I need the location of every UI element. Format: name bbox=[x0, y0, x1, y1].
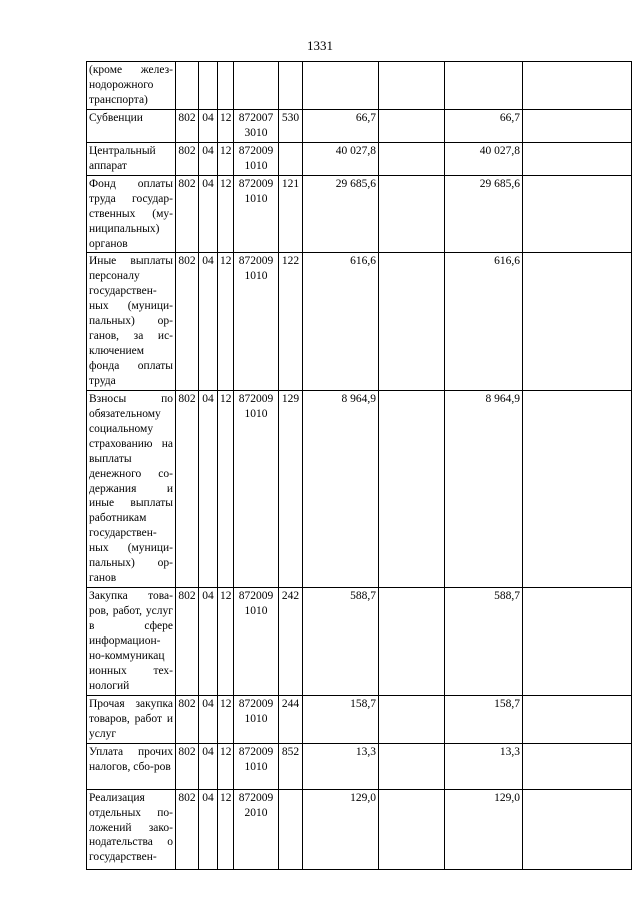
target-article-cell bbox=[234, 253, 279, 390]
amount-cell bbox=[379, 110, 445, 143]
ministry-code-cell: 802 bbox=[176, 110, 199, 143]
target-article-part: 872007 bbox=[238, 112, 274, 124]
target-article-part: 872009 bbox=[238, 791, 274, 804]
expense-type-cell: 242 bbox=[279, 588, 303, 696]
item-name-cell: Иные выплаты персоналу государствен-ных (муници-пальных) ор-ганов, за ис-ключением фонда оплаты труда bbox=[87, 253, 176, 390]
target-article-part: 1010 bbox=[244, 192, 268, 205]
section-code-cell: 04 bbox=[199, 175, 218, 253]
amount-cell: 13,3 bbox=[303, 743, 379, 789]
target-article-part: 1010 bbox=[244, 712, 268, 725]
budget-table bbox=[86, 61, 632, 870]
section-code-cell: 04 bbox=[199, 110, 218, 143]
item-name-cell: Фонд оплаты труда государ-ственных (му-ниципальных) органов bbox=[87, 175, 176, 253]
ministry-code-cell: 802 bbox=[176, 588, 199, 696]
subsection-code-cell: 12 bbox=[218, 142, 234, 175]
expense-type-cell: 244 bbox=[279, 695, 303, 743]
amount-cell: 616,6 bbox=[303, 253, 379, 390]
table-row bbox=[87, 175, 632, 253]
target-article-part: 1010 bbox=[244, 407, 268, 420]
ministry-code-cell: 802 bbox=[176, 390, 199, 587]
subsection-code-cell: 12 bbox=[218, 390, 234, 587]
table-row bbox=[87, 253, 632, 390]
amount-cell bbox=[523, 743, 632, 789]
amount-cell bbox=[445, 62, 523, 110]
target-article-part: 2010 bbox=[244, 806, 268, 819]
target-article-cell bbox=[234, 390, 279, 587]
amount-cell: 616,6 bbox=[445, 253, 523, 390]
subsection-code-cell bbox=[218, 62, 234, 110]
page-number: 1331 bbox=[307, 38, 333, 53]
amount-cell bbox=[379, 62, 445, 110]
item-name-cell: Уплата прочих налогов, сбо-ров bbox=[87, 743, 176, 789]
amount-cell: 13,3 bbox=[445, 743, 523, 789]
amount-cell bbox=[523, 62, 632, 110]
amount-cell: 66,7 bbox=[303, 110, 379, 143]
expense-type-cell: 121 bbox=[279, 175, 303, 253]
ministry-code-cell bbox=[176, 62, 199, 110]
expense-type-cell: 129 bbox=[279, 390, 303, 587]
target-article-cell bbox=[234, 789, 279, 869]
target-article-part: 1010 bbox=[244, 760, 268, 773]
amount-cell: 29 685,6 bbox=[445, 175, 523, 253]
subsection-code-cell: 12 bbox=[218, 743, 234, 789]
item-name-cell: Закупка това-ров, работ, услуг в сфере информацион-но-коммуникац ионных тех-нологий bbox=[87, 588, 176, 696]
table-row bbox=[87, 789, 632, 869]
ministry-code-cell: 802 bbox=[176, 142, 199, 175]
amount-cell bbox=[523, 789, 632, 869]
amount-cell: 40 027,8 bbox=[445, 142, 523, 175]
amount-cell: 129,0 bbox=[445, 789, 523, 869]
target-article-part: 872009 bbox=[238, 144, 274, 157]
item-name-cell: Взносы по обязательному социальному страхованию на выплаты денежного со-держания и иные выплаты работникам государствен-ных (муници-пальных) ор-ганов bbox=[87, 390, 176, 587]
amount-cell bbox=[523, 110, 632, 143]
amount-cell bbox=[379, 175, 445, 253]
item-name-cell: Центральный аппарат bbox=[87, 142, 176, 175]
section-code-cell: 04 bbox=[199, 588, 218, 696]
amount-cell bbox=[379, 743, 445, 789]
table-row bbox=[87, 743, 632, 789]
target-article-part: 3010 bbox=[244, 126, 268, 139]
budget-table-body bbox=[87, 62, 632, 870]
subsection-code-cell: 12 bbox=[218, 253, 234, 390]
amount-cell bbox=[379, 142, 445, 175]
subsection-code-cell: 12 bbox=[218, 695, 234, 743]
target-article-cell bbox=[234, 142, 279, 175]
target-article-cell bbox=[234, 743, 279, 789]
target-article-part: 872009 bbox=[238, 392, 274, 405]
amount-cell: 129,0 bbox=[303, 789, 379, 869]
expense-type-cell: 530 bbox=[279, 110, 303, 143]
ministry-code-cell: 802 bbox=[176, 789, 199, 869]
target-article-part: 872009 bbox=[238, 177, 274, 190]
subsection-code-cell: 12 bbox=[218, 588, 234, 696]
section-code-cell: 04 bbox=[199, 253, 218, 390]
ministry-code-cell: 802 bbox=[176, 253, 199, 390]
amount-cell bbox=[523, 695, 632, 743]
amount-cell: 66,7 bbox=[445, 110, 523, 143]
amount-cell bbox=[379, 789, 445, 869]
target-article-cell bbox=[234, 695, 279, 743]
amount-cell bbox=[379, 588, 445, 696]
expense-type-cell bbox=[279, 62, 303, 110]
amount-cell bbox=[523, 142, 632, 175]
target-article-cell bbox=[234, 588, 279, 696]
amount-cell bbox=[523, 390, 632, 587]
amount-cell: 29 685,6 bbox=[303, 175, 379, 253]
target-article-part: 1010 bbox=[244, 605, 268, 617]
target-article-part: 1010 bbox=[244, 159, 268, 172]
target-article-cell bbox=[234, 175, 279, 253]
amount-cell: 158,7 bbox=[303, 695, 379, 743]
amount-cell bbox=[523, 588, 632, 696]
subsection-code-cell: 12 bbox=[218, 789, 234, 869]
amount-cell bbox=[379, 695, 445, 743]
amount-cell bbox=[523, 253, 632, 390]
target-article-part: 1010 bbox=[244, 270, 268, 283]
ministry-code-cell: 802 bbox=[176, 743, 199, 789]
table-row bbox=[87, 62, 632, 110]
expense-type-cell bbox=[279, 789, 303, 869]
target-article-cell bbox=[234, 62, 279, 110]
target-article-part: 872009 bbox=[238, 590, 274, 603]
amount-cell: 158,7 bbox=[445, 695, 523, 743]
target-article-part: 872009 bbox=[238, 697, 274, 710]
item-name-cell: (кроме желез-нодорожного транспорта) bbox=[87, 62, 176, 110]
amount-cell bbox=[523, 175, 632, 253]
subsection-code-cell: 12 bbox=[218, 110, 234, 143]
section-code-cell bbox=[199, 62, 218, 110]
amount-cell: 588,7 bbox=[303, 588, 379, 696]
target-article-part: 872009 bbox=[238, 745, 274, 758]
section-code-cell: 04 bbox=[199, 390, 218, 587]
expense-type-cell: 122 bbox=[279, 253, 303, 390]
item-name-cell: Реализация отдельных по-ложений зако-нодательства о государствен- bbox=[87, 789, 176, 869]
expense-type-cell: 852 bbox=[279, 743, 303, 789]
table-row bbox=[87, 110, 632, 143]
table-row bbox=[87, 695, 632, 743]
amount-cell bbox=[303, 62, 379, 110]
expense-type-cell bbox=[279, 142, 303, 175]
section-code-cell: 04 bbox=[199, 142, 218, 175]
section-code-cell: 04 bbox=[199, 789, 218, 869]
amount-cell: 8 964,9 bbox=[445, 390, 523, 587]
ministry-code-cell: 802 bbox=[176, 695, 199, 743]
target-article-part: 872009 bbox=[238, 255, 274, 268]
target-article-cell bbox=[234, 110, 279, 143]
table-row bbox=[87, 588, 632, 696]
table-row bbox=[87, 390, 632, 587]
amount-cell bbox=[379, 253, 445, 390]
subsection-code-cell: 12 bbox=[218, 175, 234, 253]
section-code-cell: 04 bbox=[199, 743, 218, 789]
amount-cell: 40 027,8 bbox=[303, 142, 379, 175]
ministry-code-cell: 802 bbox=[176, 175, 199, 253]
item-name-cell: Субвенции bbox=[87, 110, 176, 143]
amount-cell bbox=[379, 390, 445, 587]
amount-cell: 8 964,9 bbox=[303, 390, 379, 587]
item-name-cell: Прочая закупка товаров, работ и услуг bbox=[87, 695, 176, 743]
amount-cell: 588,7 bbox=[445, 588, 523, 696]
table-row bbox=[87, 142, 632, 175]
section-code-cell: 04 bbox=[199, 695, 218, 743]
